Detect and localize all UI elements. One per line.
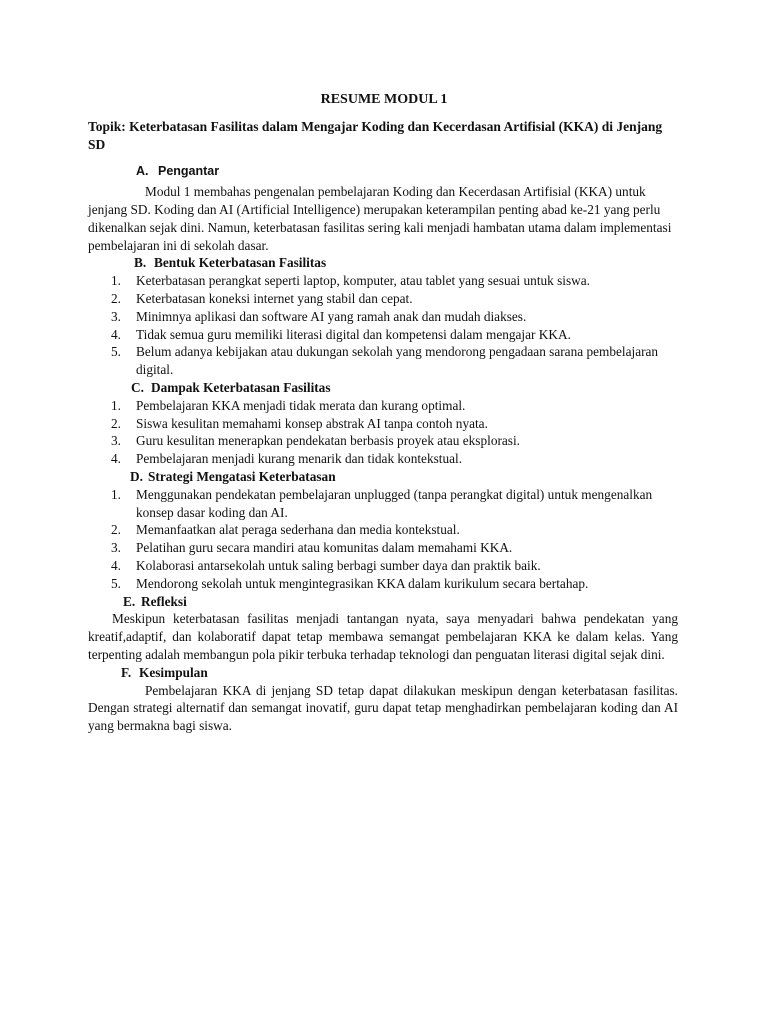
list-item [88, 486, 678, 522]
section-f-title: Kesimpulan [139, 664, 208, 680]
list-item-text: Pembelajaran KKA menjadi tidak merata dan kurang optimal. [136, 397, 466, 413]
list-item-number: 4. [111, 326, 121, 342]
list-item-number: 1. [111, 486, 121, 502]
list-item-number: 4. [111, 557, 121, 573]
list-item-number: 5. [111, 575, 121, 591]
list-item-number: 2. [111, 415, 121, 431]
list-item-text: Keterbatasan perangkat seperti laptop, komputer, atau tablet yang sesuai untuk siswa. [136, 273, 591, 289]
section-e-heading [88, 593, 678, 611]
list-item [88, 415, 678, 433]
section-f-letter: F. [121, 664, 132, 680]
section-c-heading [88, 379, 678, 397]
list-item [88, 272, 678, 290]
list-item [88, 539, 678, 557]
section-a-heading [88, 163, 678, 181]
list-item [88, 450, 678, 468]
list-item-text: Guru kesulitan menerapkan pendekatan berbasis proyek atau eksplorasi. [136, 433, 520, 449]
list-item-text: Mendorong sekolah untuk mengintegrasikan KKA dalam kurikulum secara bertahap. [136, 575, 589, 591]
list-item-text: Siswa kesulitan memahami konsep abstrak AI tanpa contoh nyata. [136, 415, 488, 431]
section-c-letter: C. [131, 379, 144, 395]
list-item-text: Kolaborasi antarsekolah untuk saling berbagi sumber daya dan praktik baik. [136, 557, 541, 573]
list-item-text: Pelatihan guru secara mandiri atau komunitas dalam memahami KKA. [136, 540, 513, 556]
section-d-heading [88, 468, 678, 486]
list-item [88, 521, 678, 539]
list-item-number: 1. [111, 397, 121, 413]
section-d-letter: D. [130, 468, 143, 484]
document-page [88, 91, 678, 735]
list-item [88, 343, 678, 379]
section-f-paragraph: Pembelajaran KKA di jenjang SD tetap dapat dilakukan meskipun dengan keterbatasan fasilitas. Dengan strategi alternatif dan semangat inovatif, guru dapat tetap menghadirkan pembelajaran koding dan AI yang bermakna bagi siswa. [88, 682, 678, 734]
section-e-paragraph: Meskipun keterbatasan fasilitas menjadi tantangan nyata, saya menyadari bahwa pendekatan yang kreatif,adaptif, dan kolaboratif dapat tetap membawa semangat pembelajaran KKA ke dalam kelas. Yang terpenting adalah membangun pola pikir terbuka terhadap teknologi dan penguatan literasi digital sejak dini. [88, 611, 678, 662]
section-a-paragraph: Modul 1 membahas pengenalan pembelajaran Koding dan Kecerdasan Artifisial (KKA) untuk jenjang SD. Koding dan AI (Artificial Intelligence) merupakan keterampilan penting abad ke-21 yang perlu dikenalkan sejak dini. Namun, keterbatasan fasilitas sering kali menjadi hambatan utama dalam implementasi pembelajaran ini di sekolah dasar. [88, 184, 672, 253]
list-item-number: 4. [111, 451, 121, 467]
list-item-text: Memanfaatkan alat peraga sederhana dan media kontekstual. [136, 522, 460, 538]
list-item [88, 290, 678, 308]
list-item-text: Belum adanya kebijakan atau dukungan sekolah yang mendorong pengadaan sarana pembelajaran digital. [136, 344, 659, 378]
section-c-list [88, 397, 678, 468]
list-item-text: Pembelajaran menjadi kurang menarik dan tidak kontekstual. [136, 451, 463, 467]
section-b-letter: B. [134, 255, 147, 271]
section-f-heading [88, 664, 678, 682]
list-item-number: 1. [111, 273, 121, 289]
section-e-letter: E. [123, 593, 136, 609]
list-item-number: 2. [111, 290, 121, 306]
list-item [88, 432, 678, 450]
list-item [88, 397, 678, 415]
list-item-text: Minimnya aplikasi dan software AI yang ramah anak dan mudah diakses. [136, 308, 527, 324]
list-item-number: 3. [111, 433, 121, 449]
section-d-list [88, 486, 678, 593]
document-topic: Topik: Keterbatasan Fasilitas dalam Mengajar Koding dan Kecerdasan Artifisial (KKA) di Jenjang SD [88, 118, 663, 152]
section-b-heading [88, 254, 678, 272]
list-item-number: 3. [111, 540, 121, 556]
list-item-text: Tidak semua guru memiliki literasi digital dan kompetensi dalam mengajar KKA. [136, 326, 571, 342]
section-e-title: Refleksi [141, 593, 187, 609]
list-item-number: 3. [111, 308, 121, 324]
section-a-title: Pengantar [158, 164, 220, 179]
list-item [88, 575, 678, 593]
list-item-number: 5. [111, 344, 121, 360]
section-d-title: Strategi Mengatasi Keterbatasan [148, 468, 336, 484]
list-item-number: 2. [111, 522, 121, 538]
list-item [88, 308, 678, 326]
list-item-text: Menggunakan pendekatan pembelajaran unplugged (tanpa perangkat digital) untuk mengenalkan konsep dasar koding dan AI. [136, 486, 653, 520]
section-b-title: Bentuk Keterbatasan Fasilitas [154, 255, 327, 271]
list-item [88, 326, 678, 344]
document-title: RESUME MODUL 1 [320, 92, 448, 107]
section-b-list [88, 272, 678, 379]
list-item [88, 557, 678, 575]
section-a-letter: A. [136, 164, 149, 179]
section-c-title: Dampak Keterbatasan Fasilitas [151, 379, 331, 395]
list-item-text: Keterbatasan koneksi internet yang stabil dan cepat. [136, 290, 413, 306]
